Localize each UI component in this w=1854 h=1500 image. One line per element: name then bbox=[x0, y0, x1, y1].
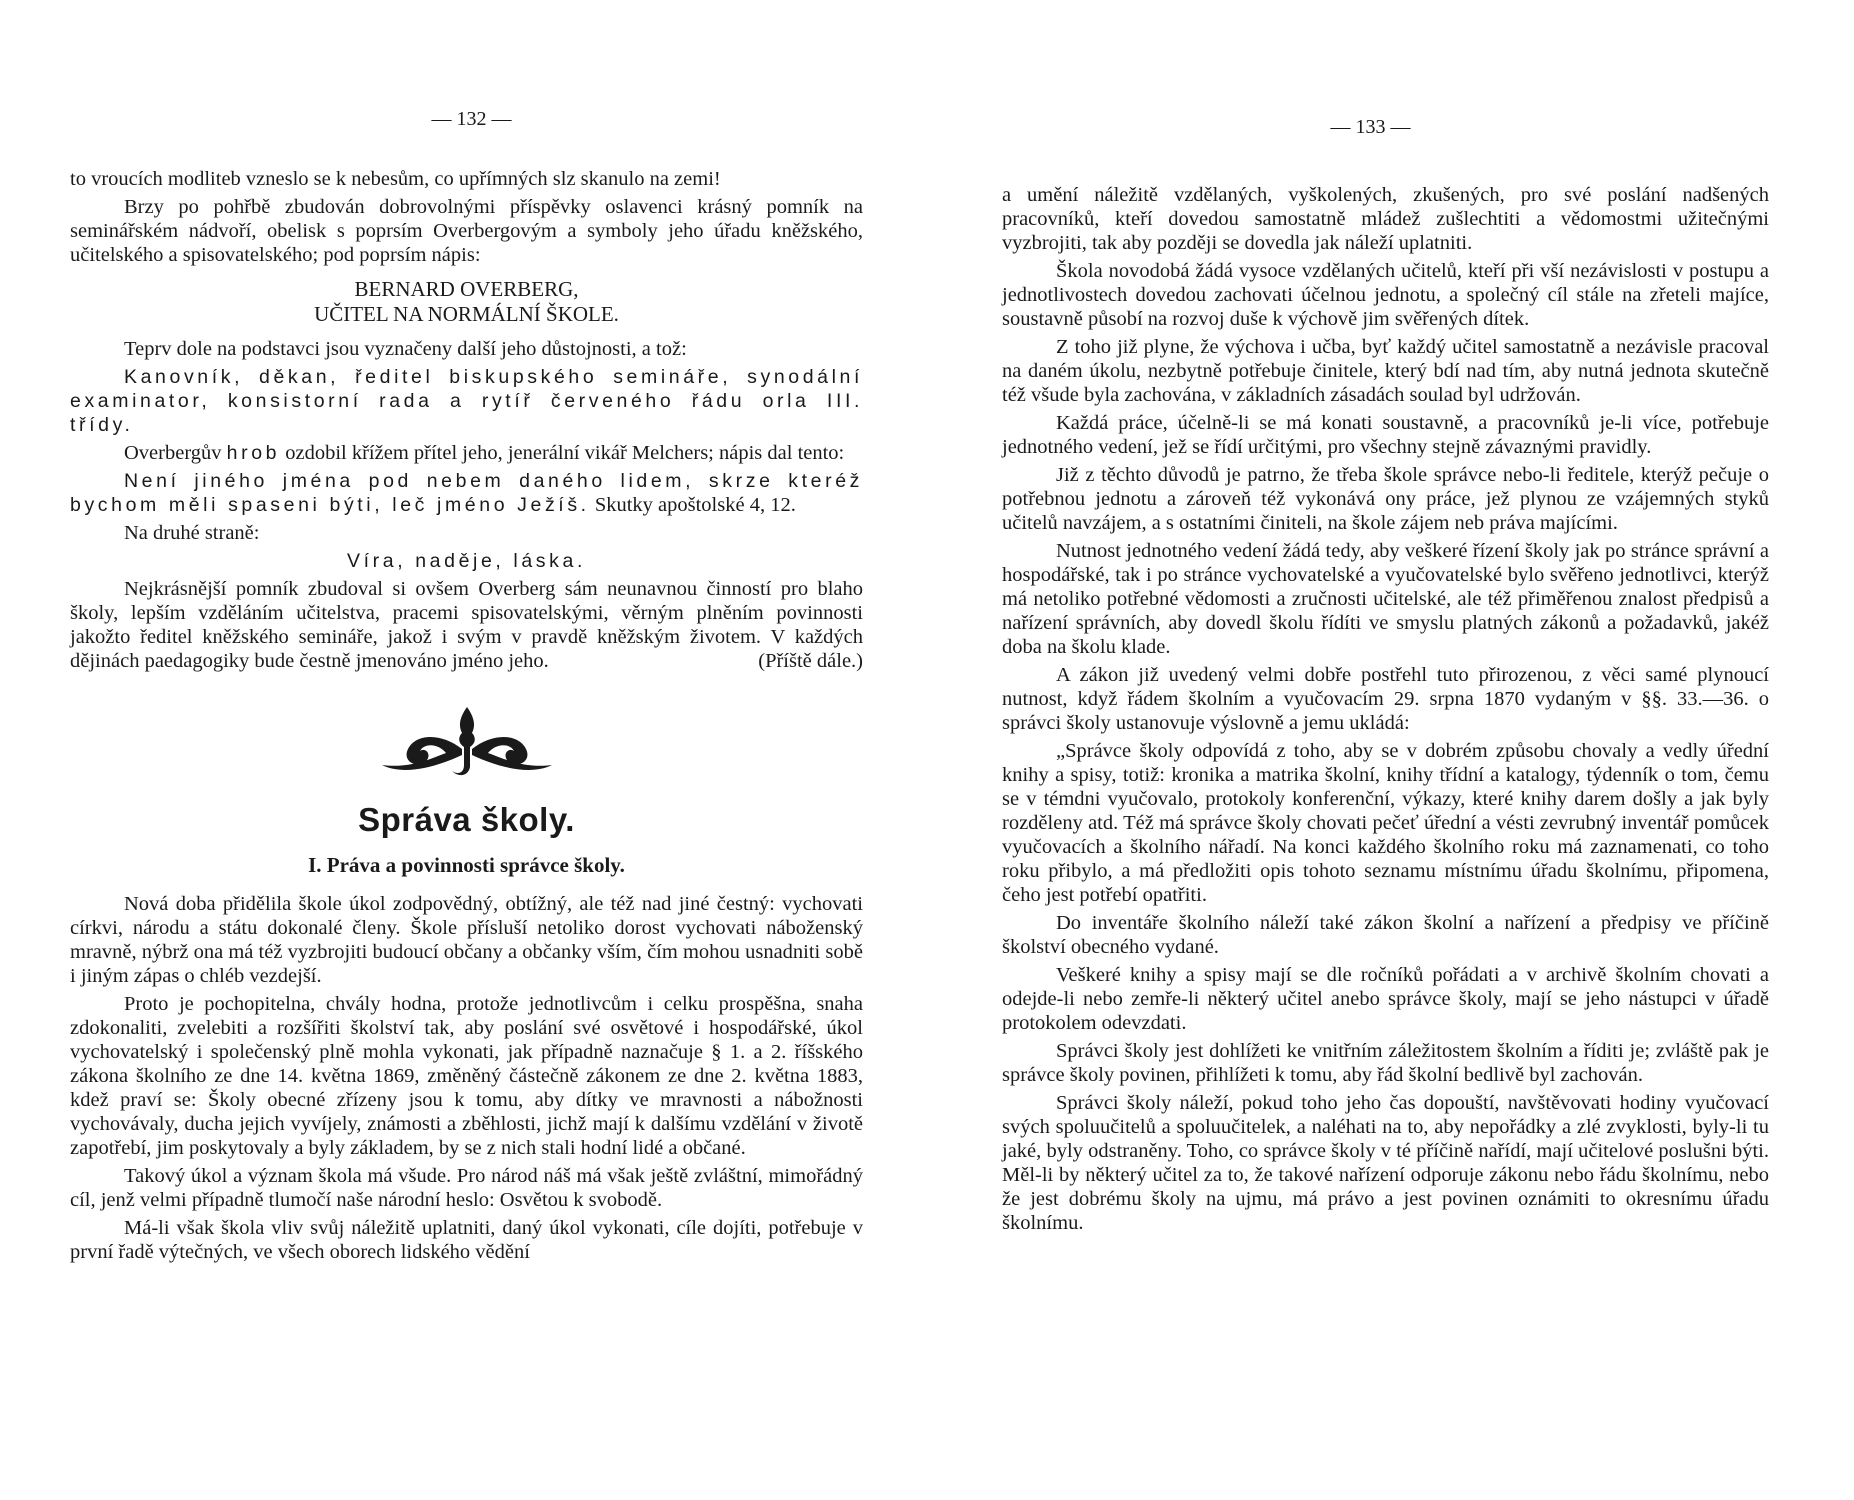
page-number-left: — 132 — bbox=[431, 108, 512, 130]
inscription-line-1: BERNARD OVERBERG, bbox=[354, 277, 579, 301]
continued-note: (Příště dále.) bbox=[758, 650, 863, 672]
paragraph-director-duties: „Správce školy odpovídá z toho, aby se v dobrém způsobu chovaly a vedly úřední knihy a spisy, totiž: kronika a matrika školní, knihy třídní a katalogy, týdenník o tom, čemu se v témdni vyučovalo, protokoly konferenční, výkazy, které knihy darem došly a jak byly rozděleny atd. Též má správce školy chovati pečeť úřední a vésti zevrubný inventář pomůcek vyučovacích a školního nářadí. Na konci každého školního roku má zaznamenati, co toho roku přibylo, a má předložiti opis tohoto seznamu místnímu úřadu školnímu, připomena, čeho jest potřebí opatřiti. bbox=[1002, 740, 1769, 906]
grave-text-b: hrob bbox=[226, 442, 281, 464]
paragraph-school-law: Proto je pochopitelna, chvály hodna, protože jednotlivcům i celku prospěšna, snaha zdokonaliti, zvelebiti a rozšířiti školství tak, aby poslání své osvětové i hospodářské, úkol vychovatelský i společenský plně mohla vykonati, jak případně naznačuje § 1. a 2. říšského zákona školního ze dne 14. května 1869, změněný částečně zákonem ze dne 2. května 1883, kdež praví se: Školy obecné zřízeny jsou k tomu, aby dítky ve mravnosti a nábožnosti vychovávaly, ducha jejich vyvíjely, známosti a zběhlosti, jichž mají k dalšímu vzdělání v životě zapotřebí, jim poskytovaly a byly základem, by se z nich stali hodní lidé a občané. bbox=[70, 993, 863, 1159]
paragraph-modern-school: Škola novodobá žádá vysoce vzdělaných učitelů, kteří při vší nezávislosti v postupu a jednotlivostech dovedou zachovati účelnou jednotu, a společný cíl stále na zřeteli majíce, soustavně působí na rozvoj duše k výchově jim svěřených dítek. bbox=[1002, 260, 1769, 330]
paragraph-continuation: a umění náležitě vzdělaných, vyškolených, zkušených, pro své poslání nadšených pracovníků, kteří dovedou samostatně mládež zušlechtiti a vědomostmi užitečnými vyzbrojiti, tak aby později se dovedla jak náleží uplatniti. bbox=[1002, 184, 1769, 254]
paragraph-grave bbox=[70, 441, 863, 465]
ornament-icon bbox=[372, 703, 562, 783]
paragraph-national-motto: Takový úkol a význam škola má všude. Pro národ náš má však ještě zvláštní, mimořádný cíl, jenž velmi případně tlumočí naše národní heslo: Osvětou k svobodě. bbox=[70, 1165, 863, 1211]
paragraph-monument: Brzy po pohřbě zbudován dobrovolnými příspěvky oslavenci krásný pomník na seminářském nádvoří, obelisk s poprsím Overbergovým a symboly jeho úřadu kněžského, učitelského a spisovatelského; pod poprsím nápis: bbox=[70, 196, 863, 266]
grave-quote-text: Není jiného jména pod nebem daného lidem, skrze kteréž bychom měli spaseni býti, leč jméno Ježíš. bbox=[70, 470, 863, 516]
page-number-right: — 133 — bbox=[1330, 116, 1411, 138]
paragraph-virtues: Víra, naděje, láska. bbox=[347, 550, 586, 572]
right-page bbox=[927, 0, 1854, 1500]
paragraph-legacy bbox=[70, 577, 863, 673]
inscription-block bbox=[70, 277, 863, 327]
paragraph-dignities-intro: Teprv dole na podstavci jsou vyznačeny další jeho důstojnosti, a tož: bbox=[124, 338, 687, 360]
inscription-line-2: UČITEL NA NORMÁLNÍ ŠKOLE. bbox=[314, 302, 619, 326]
paragraph-inventory: Do inventáře školního náleží také zákon školní a nařízení a předpisy ve příčině školství obecného vydané. bbox=[1002, 912, 1769, 958]
paragraph-law-1870: A zákon již uvedený velmi dobře postřehl tuto přirozenou, z věci samé plynoucí nutnost, když řádem školním a vyučovacím 29. srpna 1870 vydaným v §§. 33.—36. o správci školy ustanovuje výslovně a jemu ukládá: bbox=[1002, 664, 1769, 734]
paragraph-new-era: Nová doba přidělila škole úkol zodpovědný, obtížný, ale též nad jiné čestný: vychovati církvi, národu a státu dokonalé členy. Škole přísluší netoliko dorost vychovati náboženský mravně, nýbrž ona má též vyzbrojiti budoucí občany a občanky vším, čím mohou usnadniti sobě i jiným zápas o chléb vezdejší. bbox=[70, 893, 863, 987]
paragraph-dignities: Kanovník, děkan, ředitel biskupského semináře, synodální examinator, konsistorní rada a rytíř červeného řádu orla III. třídy. bbox=[70, 366, 863, 436]
paragraph-director: Již z těchto důvodů je patrno, že třeba škole správce nebo-li ředitele, kterýž pečuje o potřebnou jednotu a zároveň též vykonává ony práce, jež plynou ze vzájemných styků učitelů navzájem, a s ostatními činiteli, na škole zájem neb práva majícími. bbox=[1002, 464, 1769, 534]
section-heading: Správa školy. bbox=[358, 801, 575, 838]
paragraph-unity: Z toho již plyne, že výchova i učba, byť každý učitel samostatně a nezávisle pracoval na daném úkolu, nezbytně potřebuje činitele, který bdí nad tím, aby nutná jednota skutečně též všude byla zachována, v základních zásadách soulad byl udržován. bbox=[1002, 336, 1769, 406]
paragraph-continuation: to vroucích modliteb vzneslo se k nebesům, co upřímných slz skanulo na zemi! bbox=[70, 168, 721, 190]
paragraph-other-side: Na druhé straně: bbox=[124, 522, 260, 544]
paragraph-grave-quote bbox=[70, 469, 863, 517]
grave-text-a: Overbergův bbox=[124, 442, 222, 464]
grave-text-c: ozdobil křížem přítel jeho, jenerální vikář Melchers; nápis dal tento: bbox=[285, 442, 845, 464]
paragraph-supervision: Správci školy jest dohlížeti ke vnitřním záležitostem školním a říditi je; zvláště pak je správce školy povinen, přihlížeti k tomu, aby řád školní bedlivě byl zachován. bbox=[1002, 1040, 1769, 1086]
paragraph-leadership: Každá práce, účelně-li se má konati soustavně, a pracovníků je-li více, potřebuje jednotného vedení, jež se řídí určitými, pro všechny stejně závaznými pravidly. bbox=[1002, 412, 1769, 458]
legacy-text: Nejkrásnější pomník zbudoval si ovšem Overberg sám neunavnou činností pro blaho školy, lepším vzděláním učitelstva, pracemi spisovatelskými, věrným plněním povinnosti jakožto ředitel kněžského semináře, jakož i svým v pravdě kněžským životem. V každých dějinách paedagogiky bude čestně jmenováno jméno jeho. bbox=[70, 578, 863, 672]
paragraph-archive: Veškeré knihy a spisy mají se dle ročníků pořádati a v archivě školním chovati a odejde-li nebo zemře-li některý učitel anebo správce školy, mají se jeho nástupci v úřadě protokolem odevzdati. bbox=[1002, 964, 1769, 1034]
section-subheading: I. Práva a povinnosti správce školy. bbox=[308, 853, 625, 877]
grave-quote-source: Skutky apoštolské 4, 12. bbox=[594, 494, 796, 516]
paragraph-class-visits: Správci školy náleží, pokud toho jeho čas dopouští, navštěvovati hodiny vyučovací svých spoluučitelů a spoluučitelek, a naléhati na to, aby nepořádky a zlé zvyklosti, byly-li tu jaké, byly odstraněny. Toho, co správce školy v té příčině nařídí, mají učitelové poslušni býti. Měl-li by některý učitel za to, že takové nařízení odporuje zákonu nebo řádu školnímu, nebo že jest dobrému školy na ujmu, má právo a jest povinen oznámiti to okresnímu úřadu školnímu. bbox=[1002, 1092, 1769, 1234]
paragraph-single-leader: Nutnost jednotného vedení žádá tedy, aby veškeré řízení školy jak po stránce správní a hospodářské, tak i po stránce vychovatelské a vyučovatelské bylo svěřeno jednotlivci, kterýž má netoliko potřebné vědomosti a zručnosti učitelské, ale též přiměřenou znalost předpisů a nařízení správních, aby dovedl školu řídíti ve smyslu platných zákonů a požadavků, jakéž doba na školu klade. bbox=[1002, 540, 1769, 658]
paragraph-teachers-needed: Má-li však škola vliv svůj náležitě uplatniti, daný úkol vykonati, cíle dojíti, potřebuje v první řadě výtečných, ve všech oborech lidského vědění bbox=[70, 1217, 863, 1263]
